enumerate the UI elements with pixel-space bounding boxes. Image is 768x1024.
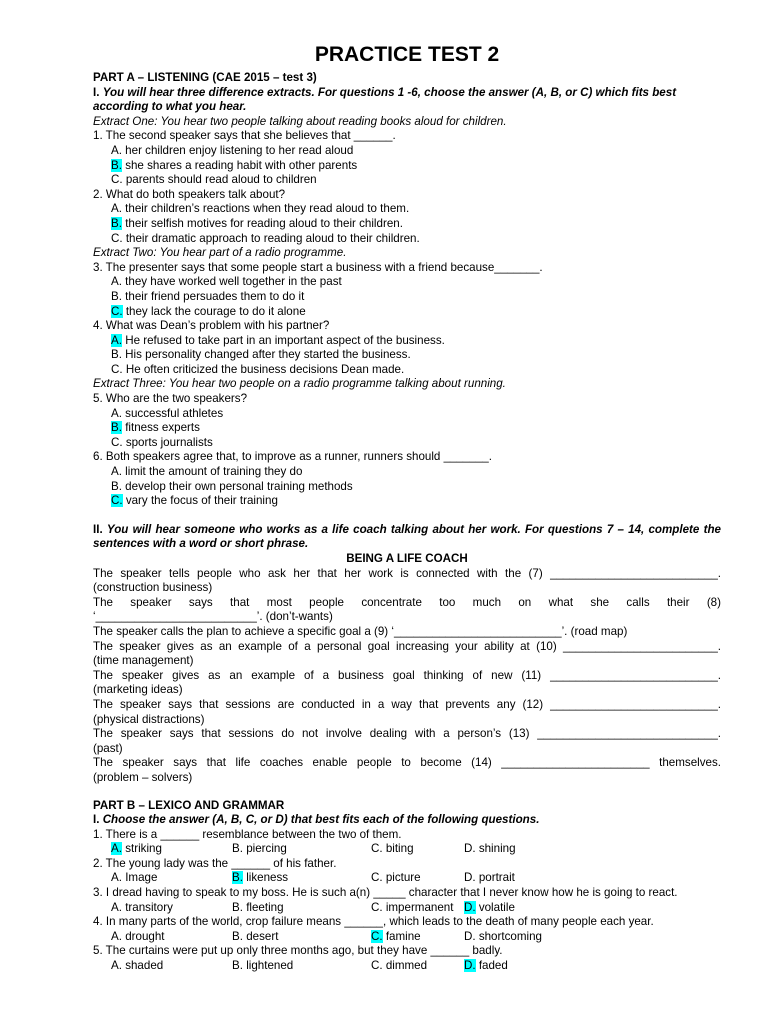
option-correct bbox=[371, 930, 464, 945]
option bbox=[111, 930, 232, 945]
option-correct: B. their selfish motives for reading aloud to their children. bbox=[111, 216, 403, 230]
sentence-12: The speaker says that sessions are conducted in a way that prevents any (12) __________________________. bbox=[93, 697, 721, 711]
option-letter: B. bbox=[232, 871, 243, 885]
option: B. their friend persuades them to do it bbox=[111, 289, 305, 303]
option bbox=[371, 842, 464, 857]
option-text: drought bbox=[121, 929, 165, 943]
option-text: portrait bbox=[475, 871, 515, 885]
mcq-5: 5. The curtains were put up only three months ago, but they have ______ badly. bbox=[93, 944, 503, 958]
option-letter: B. bbox=[232, 929, 243, 943]
mcq-options bbox=[111, 871, 721, 886]
option-text: piercing bbox=[242, 842, 287, 856]
option-letter: D. bbox=[464, 871, 476, 885]
option-letter: D. bbox=[464, 900, 476, 914]
option-correct: C. vary the focus of their training bbox=[111, 494, 278, 508]
option-letter: D. bbox=[464, 959, 476, 973]
answer-11: (marketing ideas) bbox=[93, 683, 183, 697]
option-text: transitory bbox=[121, 900, 173, 914]
option: A. successful athletes bbox=[111, 406, 224, 420]
option-correct bbox=[232, 871, 371, 886]
sentence-9: The speaker calls the plan to achieve a specific goal a (9) ‘__________________________’. (road map) bbox=[93, 624, 628, 638]
part-a-heading: PART A – LISTENING (CAE 2015 – test 3) bbox=[93, 71, 317, 84]
option bbox=[371, 959, 464, 974]
option-correct bbox=[464, 901, 584, 916]
extract-3: Extract Three: You hear two people on a radio programme talking about running. bbox=[93, 377, 506, 391]
option-text: fleeting bbox=[242, 900, 284, 914]
option-text: striking bbox=[121, 842, 162, 856]
section-1-instructions: I. You will hear three difference extracts. For questions 1 -6, choose the answer (A, B, or C) which fits best according to what you hear. bbox=[93, 85, 677, 114]
option-letter: A. bbox=[111, 842, 122, 856]
option-letter: A. bbox=[111, 871, 122, 885]
question-5: 5. Who are the two speakers? bbox=[93, 392, 248, 406]
option-letter: D. bbox=[464, 929, 476, 943]
option bbox=[111, 871, 232, 886]
page-title: PRACTICE TEST 2 bbox=[314, 43, 500, 66]
option: A. limit the amount of training they do bbox=[111, 465, 303, 479]
option bbox=[371, 871, 464, 886]
option-text: faded bbox=[475, 959, 508, 973]
option-text: volatile bbox=[475, 900, 515, 914]
question-6: 6. Both speakers agree that, to improve as a runner, runners should _______. bbox=[93, 450, 492, 464]
option-letter: C. bbox=[371, 871, 383, 885]
option bbox=[232, 930, 371, 945]
option-text: shining bbox=[475, 842, 516, 856]
option-letter: A. bbox=[111, 929, 122, 943]
answer-14: (problem – solvers) bbox=[93, 770, 193, 784]
option bbox=[464, 871, 584, 886]
option: A. her children enjoy listening to her read aloud bbox=[111, 143, 354, 157]
part-b-instructions: I. Choose the answer (A, B, C, or D) that best fits each of the following questions. bbox=[93, 813, 540, 827]
mcq-options bbox=[111, 842, 721, 857]
sentence-13: The speaker says that sessions do not involve dealing with a person’s (13) ____________________________. bbox=[93, 727, 721, 741]
option bbox=[464, 842, 584, 857]
option: C. their dramatic approach to reading aloud to their children. bbox=[111, 231, 420, 245]
option-text: Image bbox=[121, 871, 158, 885]
option-text: picture bbox=[382, 871, 421, 885]
option-letter: C. bbox=[371, 929, 383, 943]
part-b-heading: PART B – LEXICO AND GRAMMAR bbox=[93, 798, 285, 812]
option: C. parents should read aloud to children bbox=[111, 173, 317, 187]
option-correct: B. fitness experts bbox=[111, 421, 200, 435]
option: C. He often criticized the business decisions Dean made. bbox=[111, 362, 405, 376]
option-correct: B. she shares a reading habit with other parents bbox=[111, 158, 358, 172]
option bbox=[111, 959, 232, 974]
extract-1: Extract One: You hear two people talking about reading books aloud for children. bbox=[93, 114, 507, 128]
extract-2: Extract Two: You hear part of a radio programme. bbox=[93, 246, 347, 260]
option-text: impermanent bbox=[382, 900, 454, 914]
option bbox=[232, 959, 371, 974]
sentence-8: The speaker says that most people concentrate too much on what she calls their (8) bbox=[93, 595, 721, 609]
option: C. sports journalists bbox=[111, 435, 213, 449]
answer-7: (construction business) bbox=[93, 581, 213, 595]
option bbox=[232, 842, 371, 857]
mcq-3: 3. I dread having to speak to my boss. He is such a(n) _____ character that I never know how he is going to react. bbox=[93, 886, 678, 900]
option-text: biting bbox=[382, 842, 414, 856]
option-letter: C. bbox=[371, 842, 383, 856]
option-text: desert bbox=[242, 929, 279, 943]
option-text: dimmed bbox=[382, 959, 428, 973]
option-letter: A. bbox=[111, 900, 122, 914]
mcq-options bbox=[111, 901, 721, 916]
answer-10: (time management) bbox=[93, 654, 194, 668]
sentence-11: The speaker gives as an example of a business goal thinking of new (11) __________________________. bbox=[93, 668, 721, 682]
option-letter: A. bbox=[111, 959, 122, 973]
answer-12: (physical distractions) bbox=[93, 712, 205, 726]
sentence-7: The speaker tells people who ask her that her work is connected with the (7) __________________________. bbox=[93, 566, 721, 580]
option-text: shaded bbox=[121, 959, 164, 973]
option-correct bbox=[111, 842, 232, 857]
option: A. their children’s reactions when they read aloud to them. bbox=[111, 202, 410, 216]
mcq-2: 2. The young lady was the ______ of his father. bbox=[93, 856, 337, 870]
option bbox=[371, 901, 464, 916]
option-correct bbox=[464, 959, 584, 974]
option-letter: B. bbox=[232, 842, 243, 856]
option-letter: C. bbox=[371, 900, 383, 914]
option-correct: A. He refused to take part in an important aspect of the business. bbox=[111, 333, 445, 347]
option-letter: B. bbox=[232, 959, 243, 973]
section-subtitle: BEING A LIFE COACH bbox=[346, 552, 468, 565]
sentence-14: The speaker says that life coaches enable people to become (14) _______________________ themselves. bbox=[93, 756, 721, 770]
mcq-1: 1. There is a ______ resemblance between the two of them. bbox=[93, 827, 402, 841]
option bbox=[111, 901, 232, 916]
answer-8: ‘_________________________’. (don’t-wants) bbox=[93, 610, 333, 624]
option bbox=[232, 901, 371, 916]
option-text: famine bbox=[382, 929, 421, 943]
question-2: 2. What do both speakers talk about? bbox=[93, 187, 286, 201]
option: B. His personality changed after they started the business. bbox=[111, 348, 411, 362]
option-letter: C. bbox=[371, 959, 383, 973]
mcq-options bbox=[111, 930, 721, 945]
option-correct: C. they lack the courage to do it alone bbox=[111, 304, 306, 318]
sentence-10: The speaker gives as an example of a personal goal increasing your ability at (10) ________________________. bbox=[93, 639, 721, 653]
question-3: 3. The presenter says that some people start a business with a friend because_______. bbox=[93, 260, 543, 274]
option-text: lightened bbox=[242, 959, 294, 973]
option: B. develop their own personal training methods bbox=[111, 479, 353, 493]
mcq-options bbox=[111, 959, 721, 974]
mcq-4: 4. In many parts of the world, crop failure means ______, which leads to the death of many people each year. bbox=[93, 915, 654, 929]
question-4: 4. What was Dean’s problem with his partner? bbox=[93, 319, 330, 333]
option-letter: D. bbox=[464, 842, 476, 856]
question-1: 1. The second speaker says that she believes that ______. bbox=[93, 129, 396, 143]
option-text: shortcoming bbox=[475, 929, 542, 943]
section-2-instructions: II. You will hear someone who works as a life coach talking about her work. For questions 7 – 14, complete the sentences with a word or short phrase. bbox=[93, 522, 721, 551]
option: A. they have worked well together in the past bbox=[111, 275, 342, 289]
option-text: likeness bbox=[242, 871, 289, 885]
answer-13: (past) bbox=[93, 741, 123, 755]
option-letter: B. bbox=[232, 900, 243, 914]
option bbox=[464, 930, 584, 945]
